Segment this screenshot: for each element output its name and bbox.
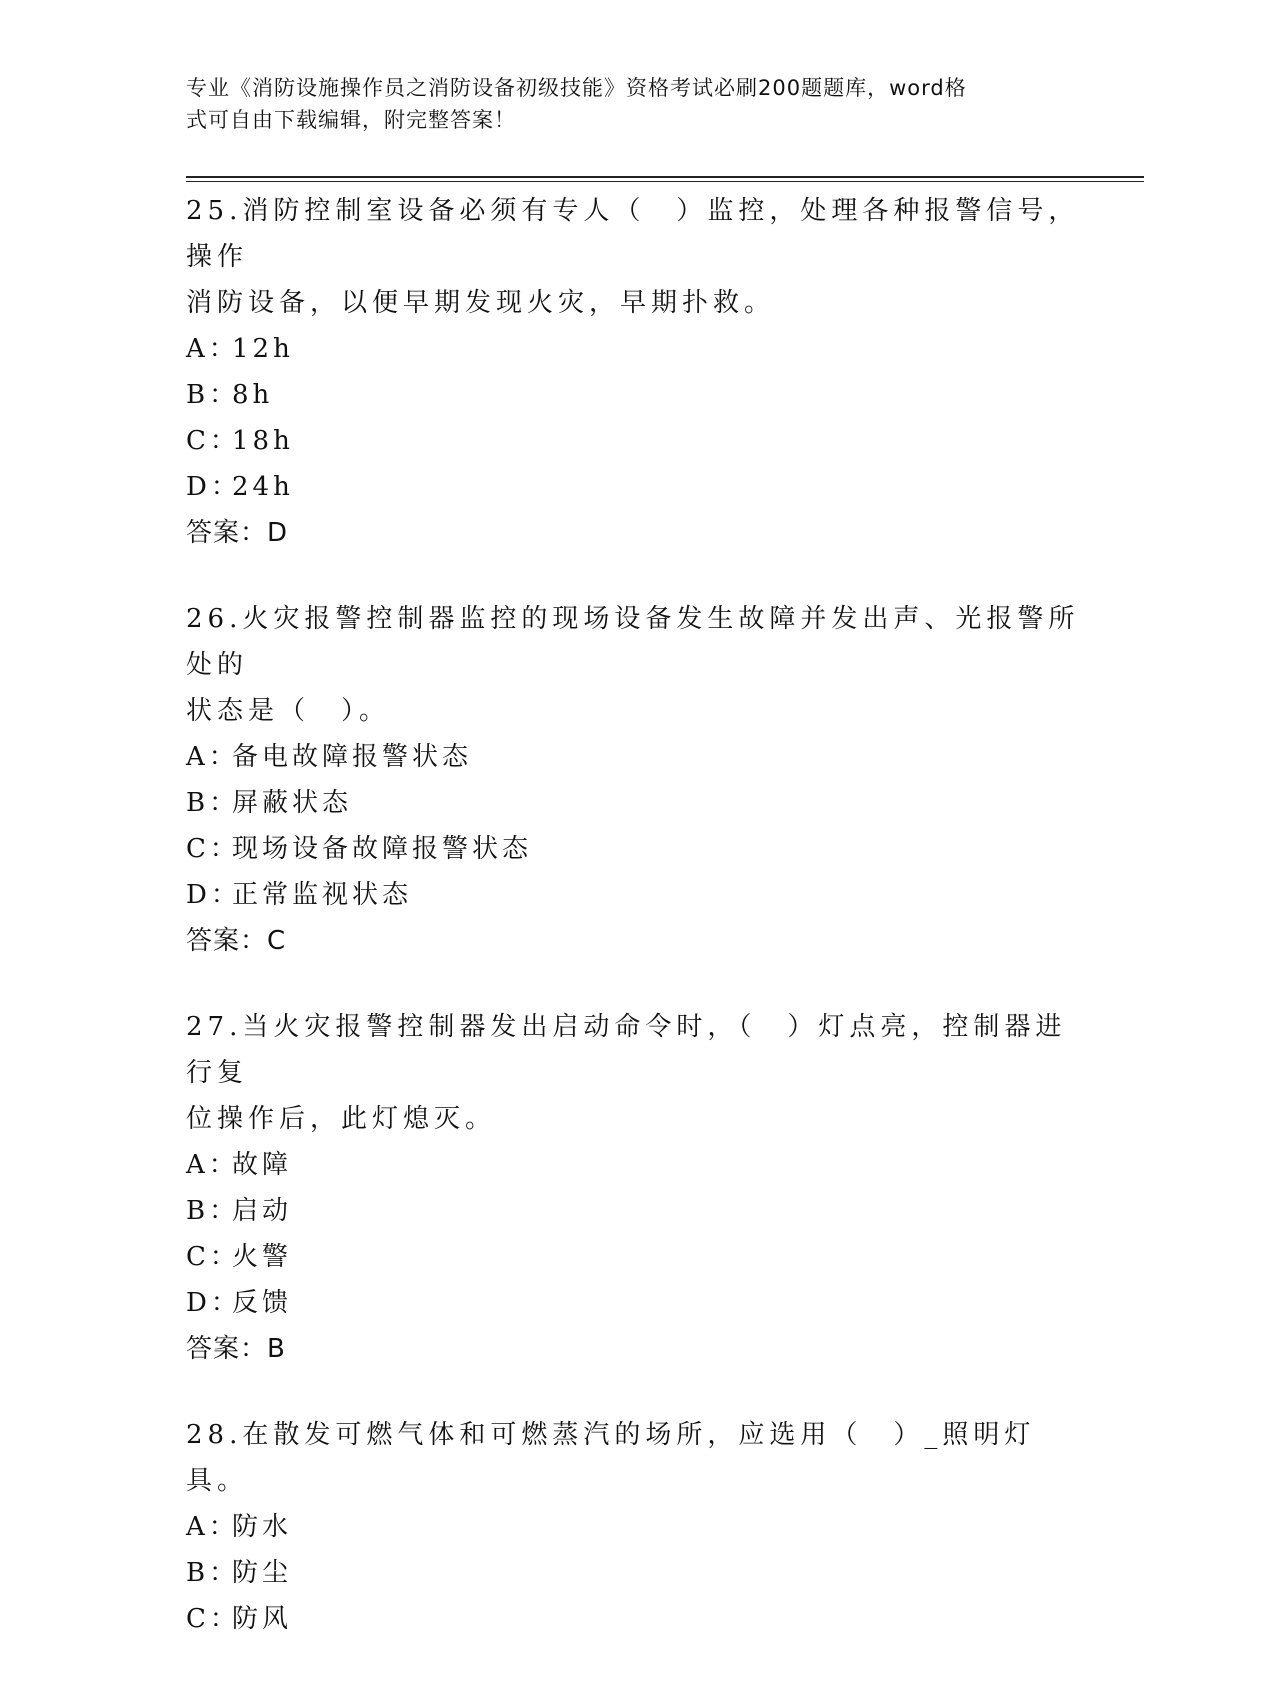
question-text-line: 状态是（ ）。	[186, 696, 391, 726]
option-c	[186, 826, 1086, 872]
question-text-line: 28.在散发可燃气体和可燃蒸汽的场所，应选用（ ）_照明灯具。	[186, 1420, 1036, 1496]
option-key: C：	[186, 426, 240, 456]
option-text: 12h	[232, 334, 294, 364]
document-header	[186, 72, 1066, 136]
question-text-line: 26.火灾报警控制器监控的现场设备发生故障并发出声、光报警所处的	[186, 604, 1080, 680]
question-26	[186, 596, 1086, 964]
option-key: B：	[186, 1196, 240, 1226]
option-text: 防尘	[232, 1558, 293, 1588]
option-key: B：	[186, 380, 240, 410]
question-text-line: 27.当火灾报警控制器发出启动命令时，（ ）灯点亮，控制器进行复	[186, 1012, 1067, 1088]
header-line-1: 专业《消防设施操作员之消防设备初级技能》资格考试必刷200题题库，word格	[186, 76, 967, 100]
option-text: 备电故障报警状态	[232, 742, 473, 772]
question-text-line: 25.消防控制室设备必须有专人（ ）监控，处理各种报警信号，操作	[186, 196, 1080, 272]
option-key: A：	[186, 1150, 239, 1180]
header-divider-bottom	[186, 181, 1144, 182]
option-c	[186, 1234, 1086, 1280]
option-key: A：	[186, 742, 239, 772]
option-text: 启动	[232, 1196, 293, 1226]
option-b	[186, 1550, 1086, 1596]
question-list	[186, 188, 1086, 1682]
option-text: 防水	[232, 1512, 293, 1542]
question-text-line: 位操作后，此灯熄灭。	[186, 1104, 497, 1134]
option-c	[186, 1596, 1086, 1642]
option-text: 正常监视状态	[232, 880, 413, 910]
option-text: 故障	[232, 1150, 293, 1180]
option-key: C：	[186, 1242, 240, 1272]
option-text: 火警	[232, 1242, 293, 1272]
question-text-line: 消防设备，以便早期发现火灾，早期扑救。	[186, 288, 776, 318]
question-25	[186, 188, 1086, 556]
option-key: C：	[186, 834, 240, 864]
option-key: B：	[186, 788, 240, 818]
option-text: 防风	[232, 1604, 293, 1634]
option-c	[186, 418, 1086, 464]
option-key: D：	[186, 1288, 241, 1318]
option-d	[186, 872, 1086, 918]
option-b	[186, 372, 1086, 418]
option-a	[186, 734, 1086, 780]
option-b	[186, 780, 1086, 826]
option-text: 24h	[232, 472, 294, 502]
question-27	[186, 1004, 1086, 1372]
option-a	[186, 1504, 1086, 1550]
option-key: D：	[186, 472, 241, 502]
option-text: 反馈	[232, 1288, 293, 1318]
option-key: B：	[186, 1558, 240, 1588]
option-key: A：	[186, 334, 239, 364]
option-key: A：	[186, 1512, 239, 1542]
option-a	[186, 326, 1086, 372]
option-key: C：	[186, 1604, 240, 1634]
option-text: 18h	[232, 426, 294, 456]
header-divider-top	[186, 176, 1144, 178]
option-b	[186, 1188, 1086, 1234]
header-line-2: 式可自由下载编辑，附完整答案！	[186, 108, 516, 132]
answer-line: 答案：D	[186, 518, 289, 548]
option-text: 8h	[232, 380, 274, 410]
answer-line: 答案：B	[186, 1334, 286, 1364]
option-key: D：	[186, 880, 241, 910]
answer-line: 答案：C	[186, 926, 287, 956]
question-28	[186, 1412, 1086, 1642]
option-d	[186, 1280, 1086, 1326]
option-text: 屏蔽状态	[232, 788, 353, 818]
option-d	[186, 464, 1086, 510]
option-text: 现场设备故障报警状态	[232, 834, 533, 864]
option-a	[186, 1142, 1086, 1188]
